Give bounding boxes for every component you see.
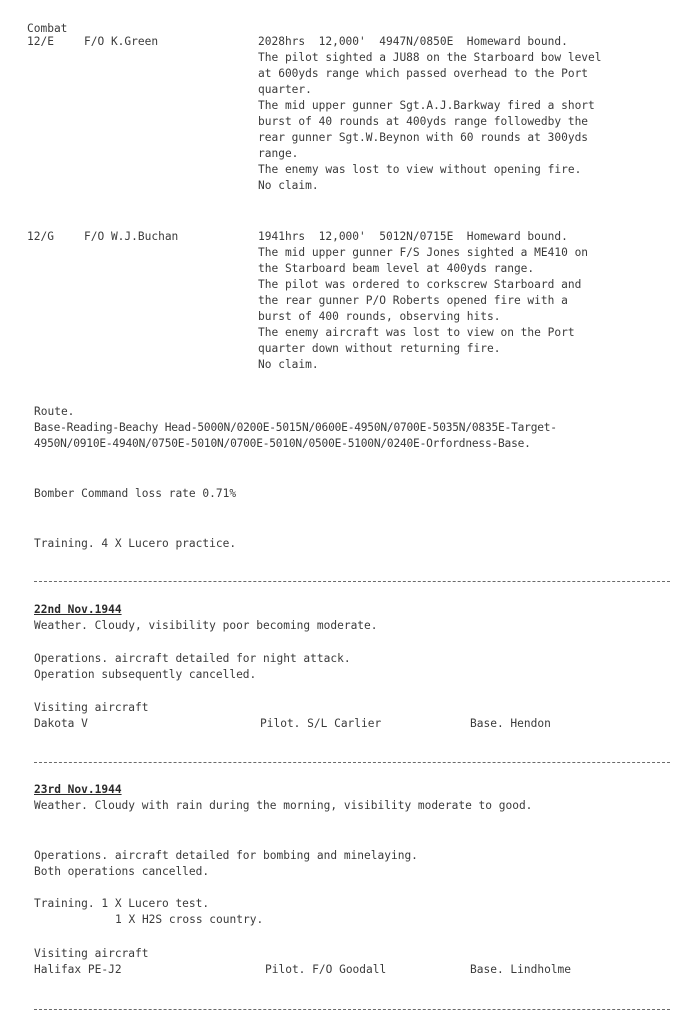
combat-1-line: at 600yds range which passed overhead to the Port <box>258 67 589 80</box>
combat-2-line: the Starboard beam level at 400yds range. <box>258 262 535 275</box>
combat-2-pilot: F/O W.J.Buchan <box>84 230 179 243</box>
combat-2-line: No claim. <box>258 358 319 371</box>
training-line: 1 X H2S cross country. <box>115 913 264 926</box>
section-divider <box>34 581 670 582</box>
combat-2-line: 1941hrs 12,000' 5012N/0715E Homeward bound. <box>258 230 568 243</box>
combat-2-line: The mid upper gunner F/S Jones sighted a ME410 on <box>258 246 589 259</box>
weather-line: Weather. Cloudy, visibility poor becoming moderate. <box>34 619 378 632</box>
loss-rate: Bomber Command loss rate 0.71% <box>34 487 237 500</box>
combat-1-line: burst of 40 rounds at 400yds range followedby the <box>258 115 589 128</box>
route-line: Base-Reading-Beachy Head-5000N/0200E-5015N/0600E-4950N/0700E-5035N/0835E-Target- <box>34 421 557 434</box>
combat-2-line: quarter down without returning fire. <box>258 342 501 355</box>
training-note: Training. 4 X Lucero practice. <box>34 537 237 550</box>
combat-2-line: burst of 400 rounds, observing hits. <box>258 310 501 323</box>
visiting-pilot: Pilot. F/O Goodall <box>265 963 387 976</box>
combat-2-line: The enemy aircraft was lost to view on the Port <box>258 326 575 339</box>
visiting-base: Base. Lindholme <box>470 963 572 976</box>
combat-1-line: The enemy was lost to view without opening fire. <box>258 163 582 176</box>
combat-2-line: The pilot was ordered to corkscrew Starboard and <box>258 278 582 291</box>
visiting-aircraft: Dakota V <box>34 717 88 730</box>
operations-line: Both operations cancelled. <box>34 865 210 878</box>
combat-1-line: The pilot sighted a JU88 on the Starboard bow level <box>258 51 602 64</box>
date-heading: 23rd Nov.1944 <box>34 783 122 796</box>
training-line: Training. 1 X Lucero test. <box>34 897 210 910</box>
combat-1-line: No claim. <box>258 179 319 192</box>
visiting-aircraft: Halifax PE-J2 <box>34 963 122 976</box>
visiting-pilot: Pilot. S/L Carlier <box>260 717 382 730</box>
combat-1-line: quarter. <box>258 83 312 96</box>
visiting-label: Visiting aircraft <box>34 701 149 714</box>
date-heading: 22nd Nov.1944 <box>34 603 122 616</box>
combat-1-line: 2028hrs 12,000' 4947N/0850E Homeward bound. <box>258 35 568 48</box>
operations-line: Operations. aircraft detailed for night attack. <box>34 652 351 665</box>
route-line: 4950N/0910E-4940N/0750E-5010N/0700E-5010N/0500E-5100N/0240E-Orfordness-Base. <box>34 437 531 450</box>
operations-line: Operations. aircraft detailed for bombing and minelaying. <box>34 849 418 862</box>
combat-heading: Combat <box>27 22 68 35</box>
combat-2-aircraft: 12/G <box>27 230 54 243</box>
combat-1-line: rear gunner Sgt.W.Beynon with 60 rounds at 300yds <box>258 131 589 144</box>
route-label: Route. <box>34 405 75 418</box>
section-divider <box>34 762 670 763</box>
visiting-label: Visiting aircraft <box>34 947 149 960</box>
visiting-base: Base. Hendon <box>470 717 551 730</box>
combat-1-line: The mid upper gunner Sgt.A.J.Barkway fired a short <box>258 99 595 112</box>
combat-2-line: the rear gunner P/O Roberts opened fire with a <box>258 294 568 307</box>
combat-1-line: range. <box>258 147 299 160</box>
combat-1-aircraft: 12/E <box>27 35 54 48</box>
operations-line: Operation subsequently cancelled. <box>34 668 257 681</box>
combat-1-pilot: F/O K.Green <box>84 35 159 48</box>
weather-line: Weather. Cloudy with rain during the morning, visibility moderate to good. <box>34 799 533 812</box>
section-divider <box>34 1009 670 1010</box>
